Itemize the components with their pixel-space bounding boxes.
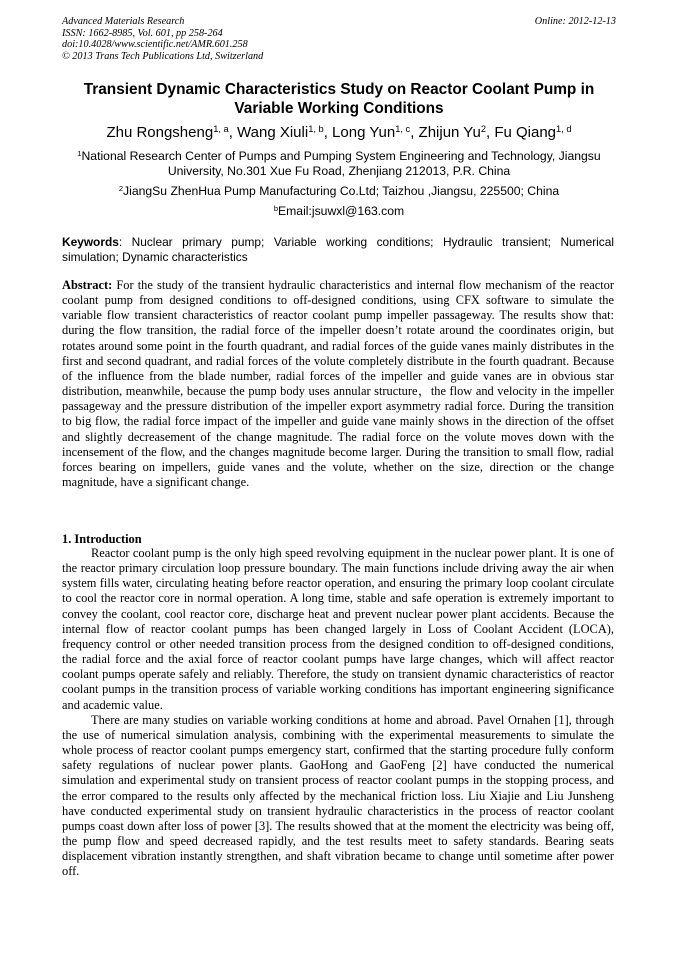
email-text[interactable]: Email:jsuwxl@163.com <box>278 204 405 218</box>
abstract-text: For the study of the transient hydraulic characteristics and internal flow mechanism of the reactor coolant pump from designed conditions to off-designed conditions, using CFX software to simulate the variable flow transient characteristics of reactor coolant pump impeller passageway. The results show that: during the flow transition, the radial force of the impeller doesn’t rotate around the coordinates origin, but rotates around some point in the fourth quadrant, and radial forces of the guide vanes mainly distributes in the first and second quadrant, and radial forces of the volute completely distribute in the fourth quadrant. Because of the influence from the blade number, radial forces of the impeller and guide vanes are in obvious star distribution, meanwhile, because the pump body uses annular structure，the flow and velocity in the impeller passageway and the pressure distribution of the impeller export asymmetry radial force. During the transition to big flow, the radial force impact of the impeller and guide vane mainly shows in the direction of the offset and slightly decreasement of the change magnitude. The radial force on the volute moves down with the incensement of the flow, and the changes magnitude become larger. During the transition to small flow, radial forces bearing on impellers, guide vanes and the volute, whether on the size, direction or the change magnitude, have a significant change. <box>62 278 614 490</box>
author-name: Long Yun <box>332 124 396 141</box>
author-affiliation-mark: 2 <box>480 123 486 134</box>
affiliation-mark: 2 <box>118 183 124 193</box>
author-name: Fu Qiang <box>494 124 557 141</box>
keywords <box>62 235 614 264</box>
introduction-body <box>62 546 614 879</box>
section-heading-introduction: 1. Introduction <box>62 532 142 546</box>
author-affiliation-mark: 1, d <box>556 123 572 134</box>
email-mark: b <box>273 203 279 213</box>
issn-line: ISSN: 1662-8985, Vol. 601, pp 258-264 <box>62 27 223 39</box>
affiliation-2 <box>58 184 620 199</box>
body-paragraph: There are many studies on variable working conditions at home and abroad. Pavel Ornahen [1], through the use of numerical simulation analysis, combining with the experimental measurements to simulate the whole process of reactor coolant pumps emergency start, confirmed that the starting procedure fully conform safety regulations of nuclear power plants. GaoHong and GaoFeng [2] have conducted the numerical simulation and experimental study on transient process of reactor coolant pumps in the stopping process, and the error compared to the results only affected by the mechanical friction loss. Liu Xiajie and Liu Junsheng have conducted experimental study on transient hydraulic characteristics in the process of reactor coolant pumps coast down after loss of power [3]. The results showed that at the moment the electricity was being off, the pump flow and speed decreased rapidly, and the test results meet to safety standards. Bearing seats displacement vibration instantly strengthen, and shaft vibration became to change until sometime after power off. <box>62 712 614 879</box>
author-name: Wang Xiuli <box>237 124 309 141</box>
author-name: Zhu Rongsheng <box>106 124 214 141</box>
author-affiliation-mark: 1, c <box>395 123 411 134</box>
journal-name: Advanced Materials Research <box>62 16 185 27</box>
body-paragraph: Reactor coolant pump is the only high speed revolving equipment in the nuclear power plant. It is one of the reactor primary circulation loop pressure boundary. The main functions include driving away the air when system fills water, circulating heating before reactor operation, and ensuring the primary loop coolant circulate to cool the reactor core in normal operation. A long time, stable and safe operation is extremely important to convey the coolant, cool reactor core, discharge heat and prevent nuclear power plant accidents. Because the internal flow of reactor coolant pumps has been changed largely in Loss of Coolant Accident (LOCA), frequency control or other needed transition process from the designed condition to off-designed conditions, the radial force and the axial force of reactor coolant pumps have large changes, which will affect reactor coolant pumps operate safely and reliably. Therefore, the study on transient dynamic characteristics of reactor coolant pumps in the transition process of variable working conditions has important engineering significance and academic value. <box>62 546 614 712</box>
online-date: Online: 2012-12-13 <box>534 16 616 27</box>
author-affiliation-mark: 1, b <box>308 123 324 134</box>
paper-title: Transient Dynamic Characteristics Study on Reactor Coolant Pump in Variable Working Conditions <box>83 81 595 117</box>
keywords-label: Keywords <box>62 235 119 249</box>
affiliation-1 <box>58 149 620 179</box>
author-affiliation-mark: 1, a <box>213 123 229 134</box>
keywords-text: : Nuclear primary pump; Variable working conditions; Hydraulic transient; Numerical simulation; Dynamic characteristics <box>62 235 614 264</box>
doi-line[interactable]: doi:10.4028/www.scientific.net/AMR.601.258 <box>62 39 248 51</box>
contact-email <box>58 204 620 219</box>
affiliation-text: National Research Center of Pumps and Pumping System Engineering and Technology, Jiangsu University, No.301 Xue Fu Road, Zhenjiang 212013, P.R. China <box>81 149 601 178</box>
author-list: Zhu Rongsheng$^{1, a}$, Wang Xiuli$^{1, b}$, Long Yun$^{1, c}$, Zhijun Yu$^2$, Fu Qiang$^{1, d}$ <box>106 123 572 141</box>
affiliation-text: JiangSu ZhenHua Pump Manufacturing Co.Ltd; Taizhou ,Jiangsu, 225500; China <box>123 184 560 198</box>
author-name: Zhijun Yu <box>418 124 481 141</box>
journal-header <box>62 16 616 62</box>
copyright-line: © 2013 Trans Tech Publications Ltd, Switzerland <box>62 50 264 62</box>
abstract <box>62 278 614 490</box>
abstract-label: Abstract: <box>62 278 113 292</box>
affiliation-mark: 1 <box>77 148 82 158</box>
